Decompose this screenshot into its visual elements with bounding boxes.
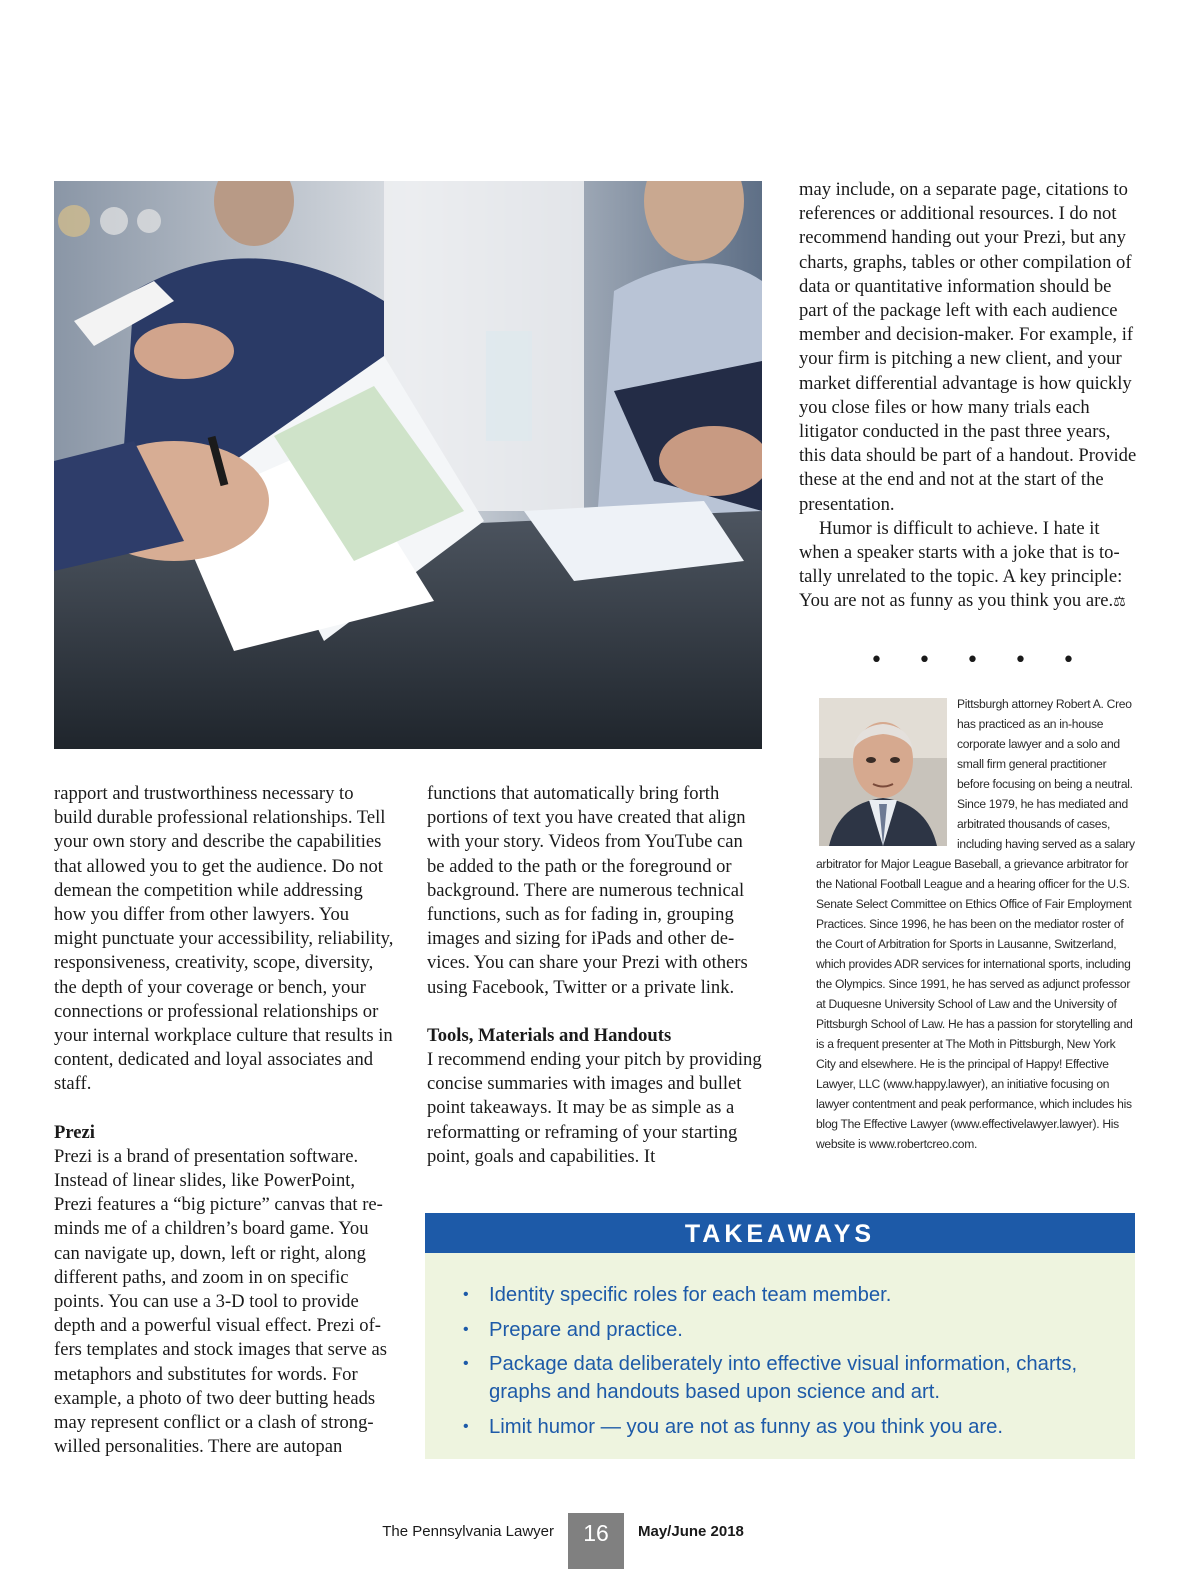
takeaway-item (463, 1413, 1095, 1441)
article-column-left (54, 782, 396, 1459)
article-paragraph: I recommend ending your pitch by providing concise summaries with images and bullet point takeaways. It may be as simple as a reformatting or reframing of your starting point, goals and capabilities. It (427, 1049, 762, 1167)
bullet-icon: • (463, 1320, 469, 1338)
section-heading-prezi: Prezi (54, 1121, 95, 1143)
takeaway-item (463, 1350, 1095, 1406)
takeaway-item (463, 1281, 1095, 1309)
article-paragraph (799, 517, 1139, 615)
bullet-icon: • (463, 1286, 469, 1303)
takeaways-title: TAKEAWAYS (425, 1213, 1135, 1253)
separator-dot: • (1062, 648, 1075, 673)
article-paragraph: functions that automatically bring forth portions of text you have created that align with your story. Videos from YouTube can be added to the path or the foreground or background. There are numerous technical functions, such as for fading in, grouping images and sizing for iPads and other devices. You can share your Prezi with others using Facebook, Twitter or a private link. (427, 783, 748, 998)
author-headshot (819, 698, 947, 846)
takeaways-list (425, 1253, 1135, 1441)
bullet-icon: • (463, 1417, 469, 1435)
article-paragraph-text: Humor is difficult to achieve. I hate it when a speaker starts with a joke that is totally unrelated to the topic. A key principle: You are not as funny as you think you are. (799, 517, 1123, 612)
article-column-middle (427, 782, 765, 1169)
article-paragraph: may include, on a separate page, citations to references or additional resources. I do not recommend handing out your Prezi, but any charts, graphs, tables or other compilation of data or quantitative information should be part of the package left with each audience member and decision-maker. For example, if your firm is pitching a new client, and your market differential advantage is how quickly you close files or how many trials each litigator conducted in the past three years, this data should be part of a handout. Provide these at the end and not at the start of the presentation. (799, 179, 1137, 515)
separator-dot: • (1014, 648, 1027, 673)
separator-dot: • (870, 648, 883, 673)
separator-dot: • (918, 648, 931, 673)
takeaway-text: Limit humor — you are not as funny as you think you are. (489, 1415, 1004, 1438)
author-headshot-illustration (819, 698, 947, 846)
section-separator (870, 648, 1075, 673)
bullet-icon: • (463, 1355, 469, 1372)
page-footer (0, 1513, 1200, 1569)
article-paragraph: rapport and trustworthiness necessary to build durable professional relationships. Tell your own story and describe the capabilities that allowed you to get the audience. Do not demean the competition while addressing how you differ from other lawyers. You might punctuate your accessibility, reliability, responsiveness, creativity, scope, diversity, the depth of your coverage or bench, your connections or professional relationships or your internal workplace culture that results in content, dedicated and loyal associates and staff. (54, 783, 394, 1095)
meeting-photo-illustration (54, 181, 762, 749)
publication-name: The Pennsylvania Lawyer (382, 1523, 554, 1540)
article-column-right (799, 178, 1139, 615)
takeaway-item (463, 1316, 1095, 1344)
takeaways-box (425, 1213, 1135, 1459)
page-number: 16 (568, 1513, 624, 1569)
separator-dot: • (966, 648, 979, 673)
article-paragraph: Prezi is a brand of presentation software. Instead of linear slides, like PowerPoint, Prezi features a “big picture” canvas that reminds me of a children’s board game. You can navigate up, down, left or right, along different paths, and zoom in on specific points. You can use a 3-D tool to provide depth and a powerful visual effect. Prezi offers templates and stock images that serve as metaphors and substitutes for words. For example, a photo of two deer butting heads may represent conflict or a clash of strong-willed personalities. There are autopan (54, 1145, 388, 1458)
meeting-photo (54, 181, 762, 749)
section-heading-tools: Tools, Materials and Handouts (427, 1024, 672, 1046)
author-bio-text: Pittsburgh attorney Robert A. Creo has practiced as an in-house corporate lawyer and a solo and small firm general practitioner before focusing on being a neutral. Since 1979, he has mediated and arbitrated thousands of cases, including having served as a salary arbitrator for Major League Baseball, a grievance arbitrator for the National Football League and a hearing officer for the U.S. Senate Select Committee on Ethics Office of Fair Employment Practices. Since 1996, he has been on the mediator roster of the Court of Arbitration for Sports in Lausanne, Switzerland, which provides ADR services for international sports, including the Olympics. Since 1991, he has served as adjunct professor at Duquesne University School of Law and the University of Pittsburgh School of Law. He has a passion for storytelling and is a frequent presenter at The Moth in Pittsburgh, New York City and elsewhere. He is the principal of Happy! Effective Lawyer, LLC (www.happy.lawyer), an initiative focusing on lawyer contentment and peak performance, which includes his blog The Effective Lawyer (www.effectivelawyer.lawyer). His website is www.robertcreo.com. (816, 697, 1135, 1151)
takeaway-text: Package data deliberately into effective visual information, charts, graphs and handouts based upon science and art. (489, 1353, 1078, 1403)
takeaway-text: Prepare and practice. (489, 1318, 683, 1341)
issue-date: May/June 2018 (638, 1523, 744, 1540)
author-bio (816, 694, 1136, 1154)
scales-end-mark-icon: ⚖ (1113, 594, 1126, 611)
takeaway-text: Identity specific roles for each team member. (489, 1284, 892, 1306)
